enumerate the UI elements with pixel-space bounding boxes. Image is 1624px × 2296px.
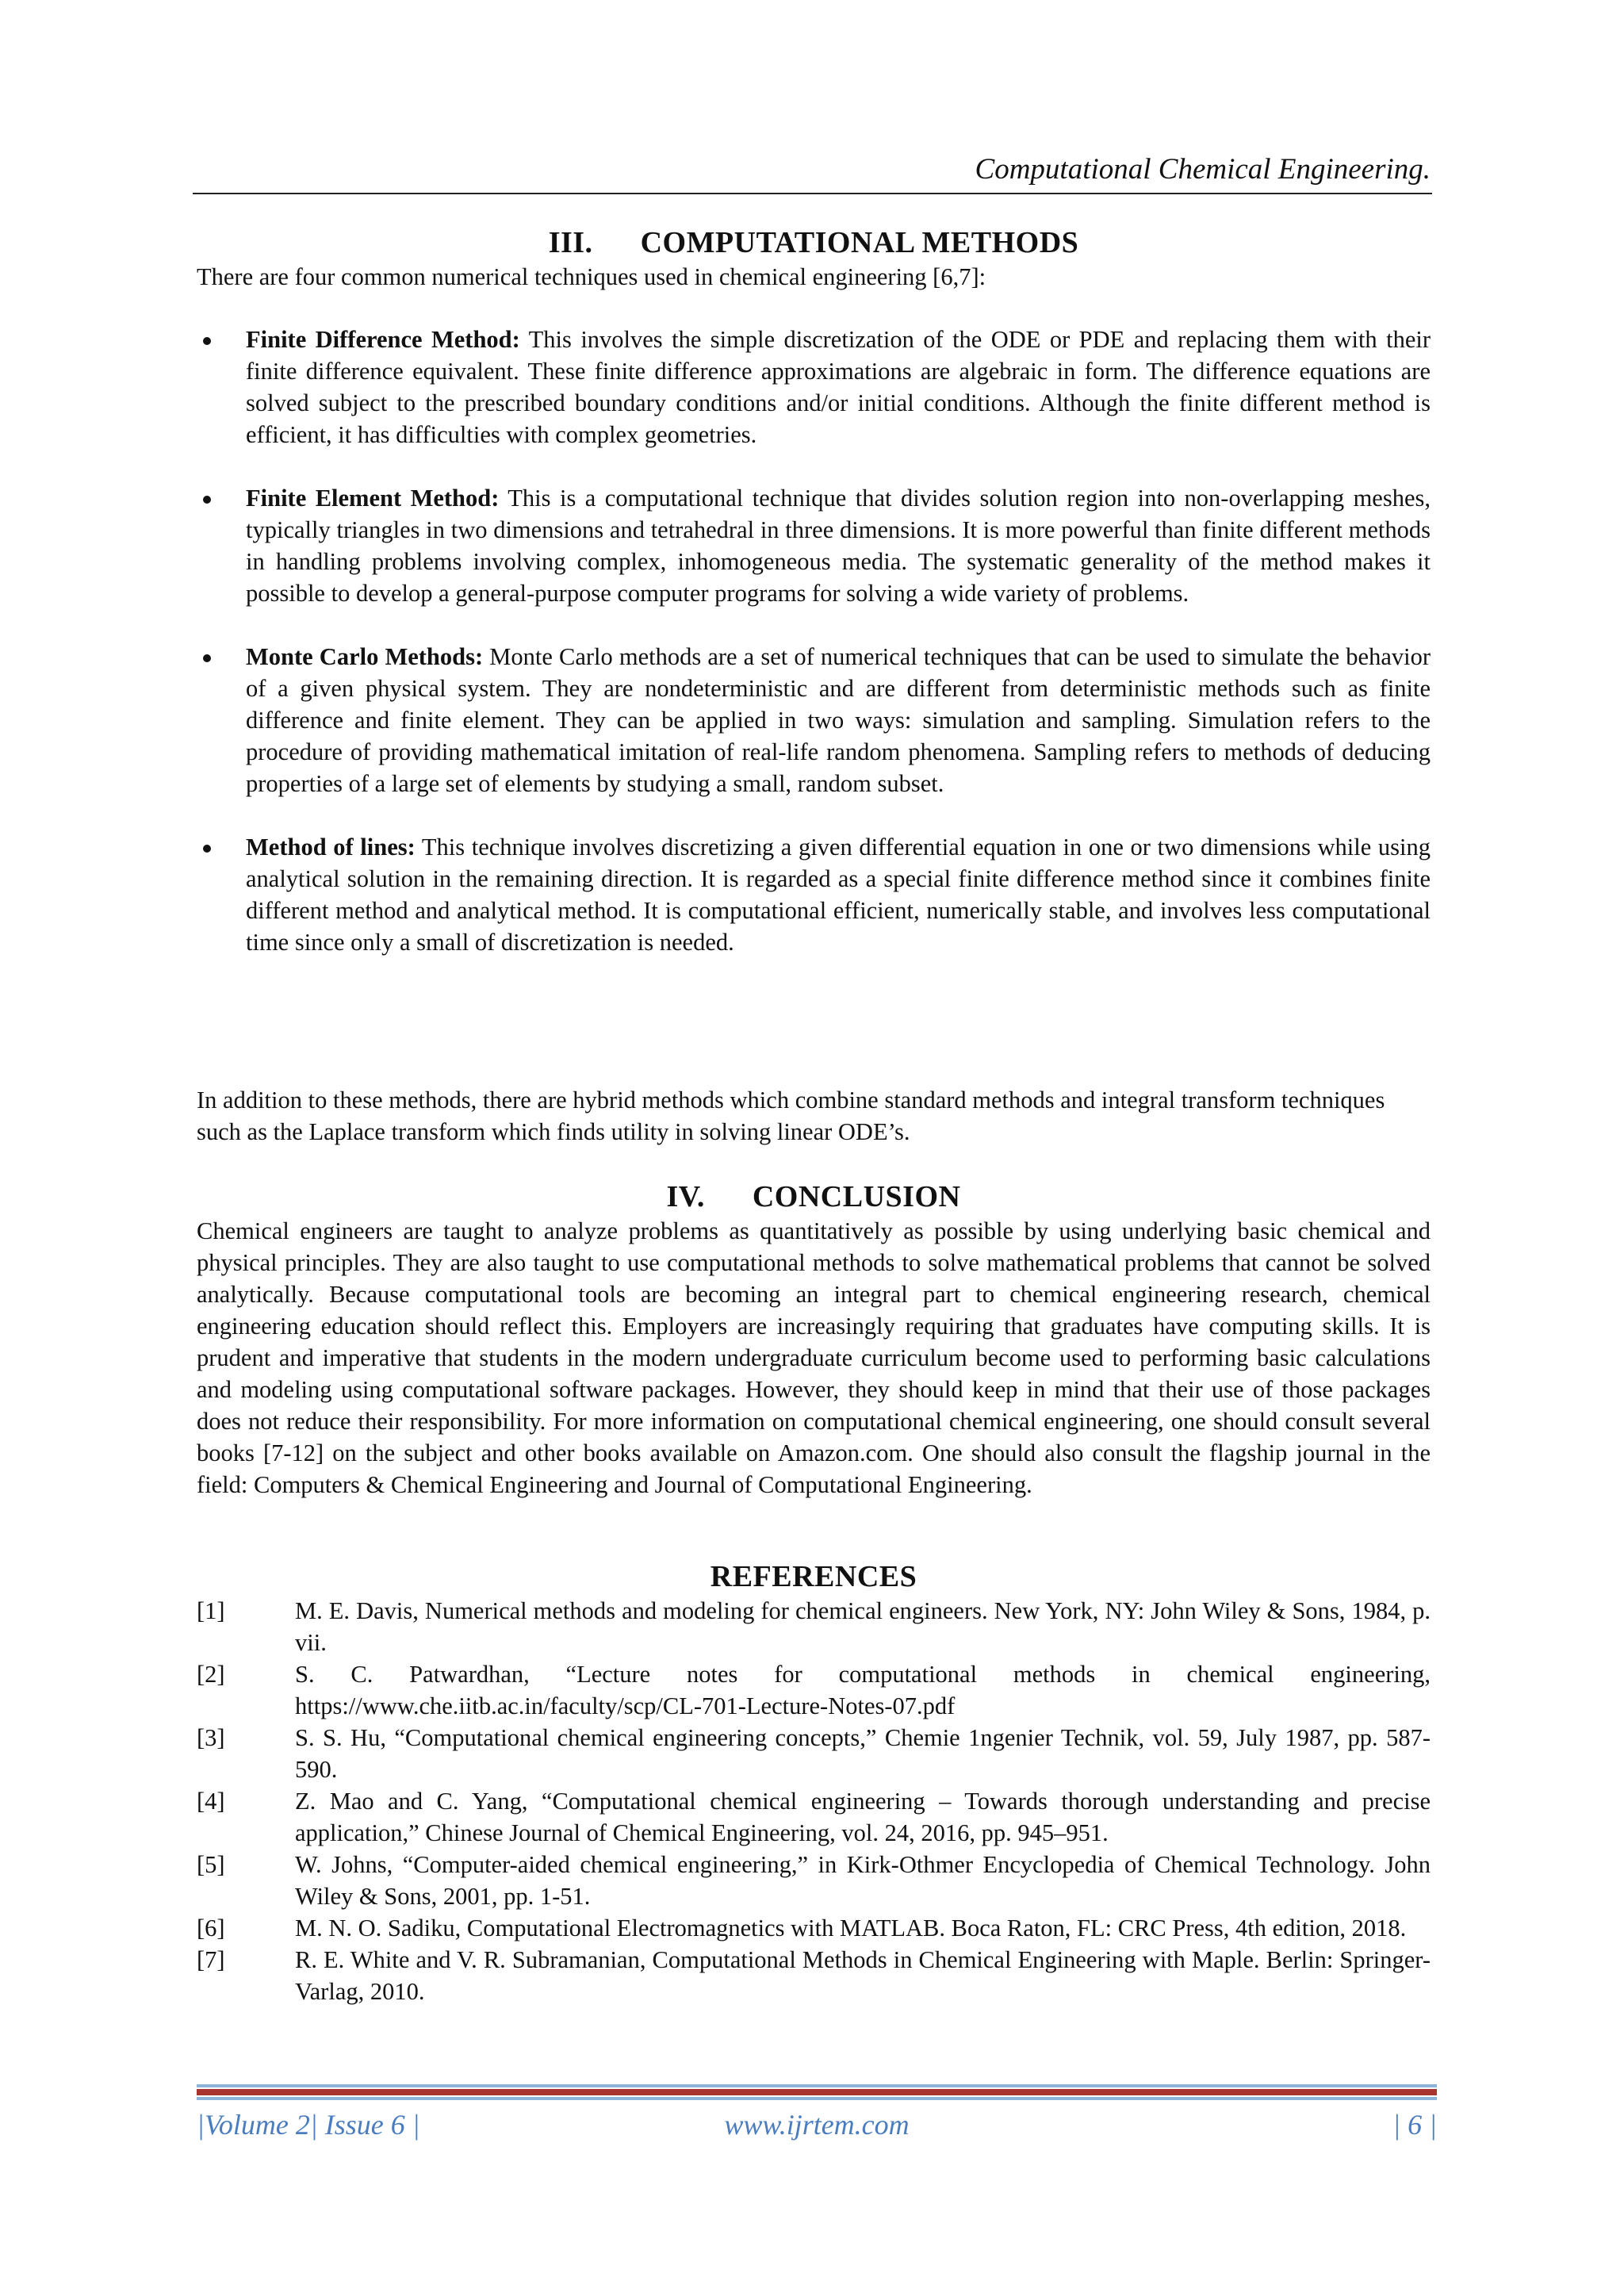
reference-text: R. E. White and V. R. Subramanian, Computational Methods in Chemical Engineering with Maple. Berlin: Springer-Varlag, 2010. xyxy=(295,1946,1431,2005)
method-description: This involves the simple discretization of the ODE or PDE and replacing them with their finite difference equivalent. These finite difference approximations are algebraic in form. The difference equations are solved subject to the prescribed boundary conditions and/or initial conditions. Although the finite different method is efficient, it has difficulties with complex geometries. xyxy=(246,326,1431,448)
list-item xyxy=(197,831,1431,958)
method-term: Finite Difference Method: xyxy=(246,326,520,353)
footer-website-link[interactable]: www.ijrtem.com xyxy=(724,2109,910,2141)
hybrid-methods-paragraph: In addition to these methods, there are hybrid methods which combine standard methods and integral transform techniques such as the Laplace transform which finds utility in solving linear ODE’s. xyxy=(197,1087,1385,1145)
reference-item xyxy=(197,1595,1431,1658)
reference-item xyxy=(197,1912,1431,1944)
bullet-icon xyxy=(203,337,211,345)
section-heading-computational-methods xyxy=(197,225,1431,260)
method-term: Method of lines: xyxy=(246,834,416,861)
page-footer xyxy=(197,2108,1437,2148)
reference-number: [6] xyxy=(197,1915,225,1941)
section-intro: There are four common numerical techniques used in chemical engineering [6,7]: xyxy=(197,263,986,290)
reference-item xyxy=(197,1785,1431,1849)
reference-number: [4] xyxy=(197,1788,225,1815)
bullet-icon xyxy=(203,845,211,853)
footer-volume-issue: |Volume 2| Issue 6 | xyxy=(197,2109,420,2141)
conclusion-paragraph: Chemical engineers are taught to analyze problems as quantitatively as possible by using underlying basic chemical and physical principles. They are also taught to use computational methods to solve mathematical problems that cannot be solved analytically. Because computational tools are becoming an integral part to chemical engineering research, chemical engineering education should reflect this. Employers are increasingly requiring that graduates have computing skills. It is prudent and imperative that students in the modern undergraduate curriculum become used to performing basic calculations and modeling using computational software packages. However, they should keep in mind that their use of those packages does not reduce their responsibility. For more information on computational chemical engineering, one should consult several books [7-12] on the subject and other books available on Amazon.com. One should also consult the flagship journal in the field: Computers & Chemical Engineering and Journal of Computational Engineering. xyxy=(197,1217,1431,1498)
method-description: Monte Carlo methods are a set of numerical techniques that can be used to simulate the behavior of a given physical system. They are nondeterministic and are different from deterministic methods such as finite difference and finite element. They can be applied in two ways: simulation and sampling. Simulation refers to the procedure of providing mathematical imitation of real-life random phenomena. Sampling refers to methods of deducing properties of a large set of elements by studying a small, random subset. xyxy=(246,643,1431,797)
references-heading: REFERENCES xyxy=(710,1560,917,1593)
reference-item xyxy=(197,1944,1431,2007)
reference-item xyxy=(197,1722,1431,1785)
reference-text: S. C. Patwardhan, “Lecture notes for computational methods in chemical engineering, https://www.che.iitb.ac.in/faculty/scp/CL-701-Lecture-Notes-07.pdf xyxy=(295,1661,1431,1719)
section-number: IV. xyxy=(666,1180,705,1213)
method-term: Finite Element Method: xyxy=(246,485,500,512)
reference-number: [5] xyxy=(197,1851,225,1878)
footer-rule-bottom xyxy=(197,2097,1437,2100)
reference-text: Z. Mao and C. Yang, “Computational chemical engineering – Towards thorough understanding and precise application,” Chinese Journal of Chemical Engineering, vol. 24, 2016, pp. 945–951. xyxy=(295,1788,1431,1846)
reference-number: [1] xyxy=(197,1597,225,1624)
references-list xyxy=(197,1595,1431,2007)
footer-rule-top xyxy=(197,2084,1437,2087)
footer-page-number: | 6 | xyxy=(1392,2109,1437,2141)
reference-text: S. S. Hu, “Computational chemical engineering concepts,” Chemie 1ngenier Technik, vol. 59, July 1987, pp. 587-590. xyxy=(295,1724,1431,1783)
method-description: This technique involves discretizing a given differential equation in one or two dimensions while using analytical solution in the remaining direction. It is regarded as a special finite difference method since it combines finite different method and analytical method. It is computational efficient, numerically stable, and involves less computational time since only a small of discretization is needed. xyxy=(246,834,1431,956)
method-term: Monte Carlo Methods: xyxy=(246,643,484,670)
reference-item xyxy=(197,1658,1431,1722)
reference-number: [2] xyxy=(197,1661,225,1688)
reference-text: M. E. Davis, Numerical methods and modeling for chemical engineers. New York, NY: John Wiley & Sons, 1984, p. vii. xyxy=(295,1597,1431,1656)
reference-item xyxy=(197,1849,1431,1912)
bullet-icon xyxy=(203,654,211,662)
section-number: III. xyxy=(548,226,593,259)
section-title: COMPUTATIONAL METHODS xyxy=(640,226,1079,259)
section-heading-conclusion xyxy=(197,1179,1431,1214)
section-title: CONCLUSION xyxy=(752,1180,961,1213)
reference-number: [3] xyxy=(197,1724,225,1751)
list-item xyxy=(197,641,1431,799)
reference-number: [7] xyxy=(197,1946,225,1973)
list-item xyxy=(197,482,1431,609)
method-description: This is a computational technique that divides solution region into non-overlapping meshes, typically triangles in two dimensions and tetrahedral in three dimensions. It is more powerful than finite different methods in handling problems involving complex, inhomogeneous media. The systematic generality of the method makes it possible to develop a general-purpose computer programs for solving a wide variety of problems. xyxy=(246,485,1431,607)
bullet-icon xyxy=(203,496,211,504)
running-header: Computational Chemical Engineering. xyxy=(975,153,1431,186)
header-divider xyxy=(193,193,1432,194)
methods-list xyxy=(197,324,1431,990)
list-item xyxy=(197,324,1431,450)
reference-text: M. N. O. Sadiku, Computational Electromagnetics with MATLAB. Boca Raton, FL: CRC Press, 4th edition, 2018. xyxy=(295,1915,1407,1941)
footer-rule-middle xyxy=(197,2089,1437,2095)
reference-text: W. Johns, “Computer-aided chemical engineering,” in Kirk-Othmer Encyclopedia of Chemical Technology. John Wiley & Sons, 2001, pp. 1-51. xyxy=(295,1851,1431,1910)
